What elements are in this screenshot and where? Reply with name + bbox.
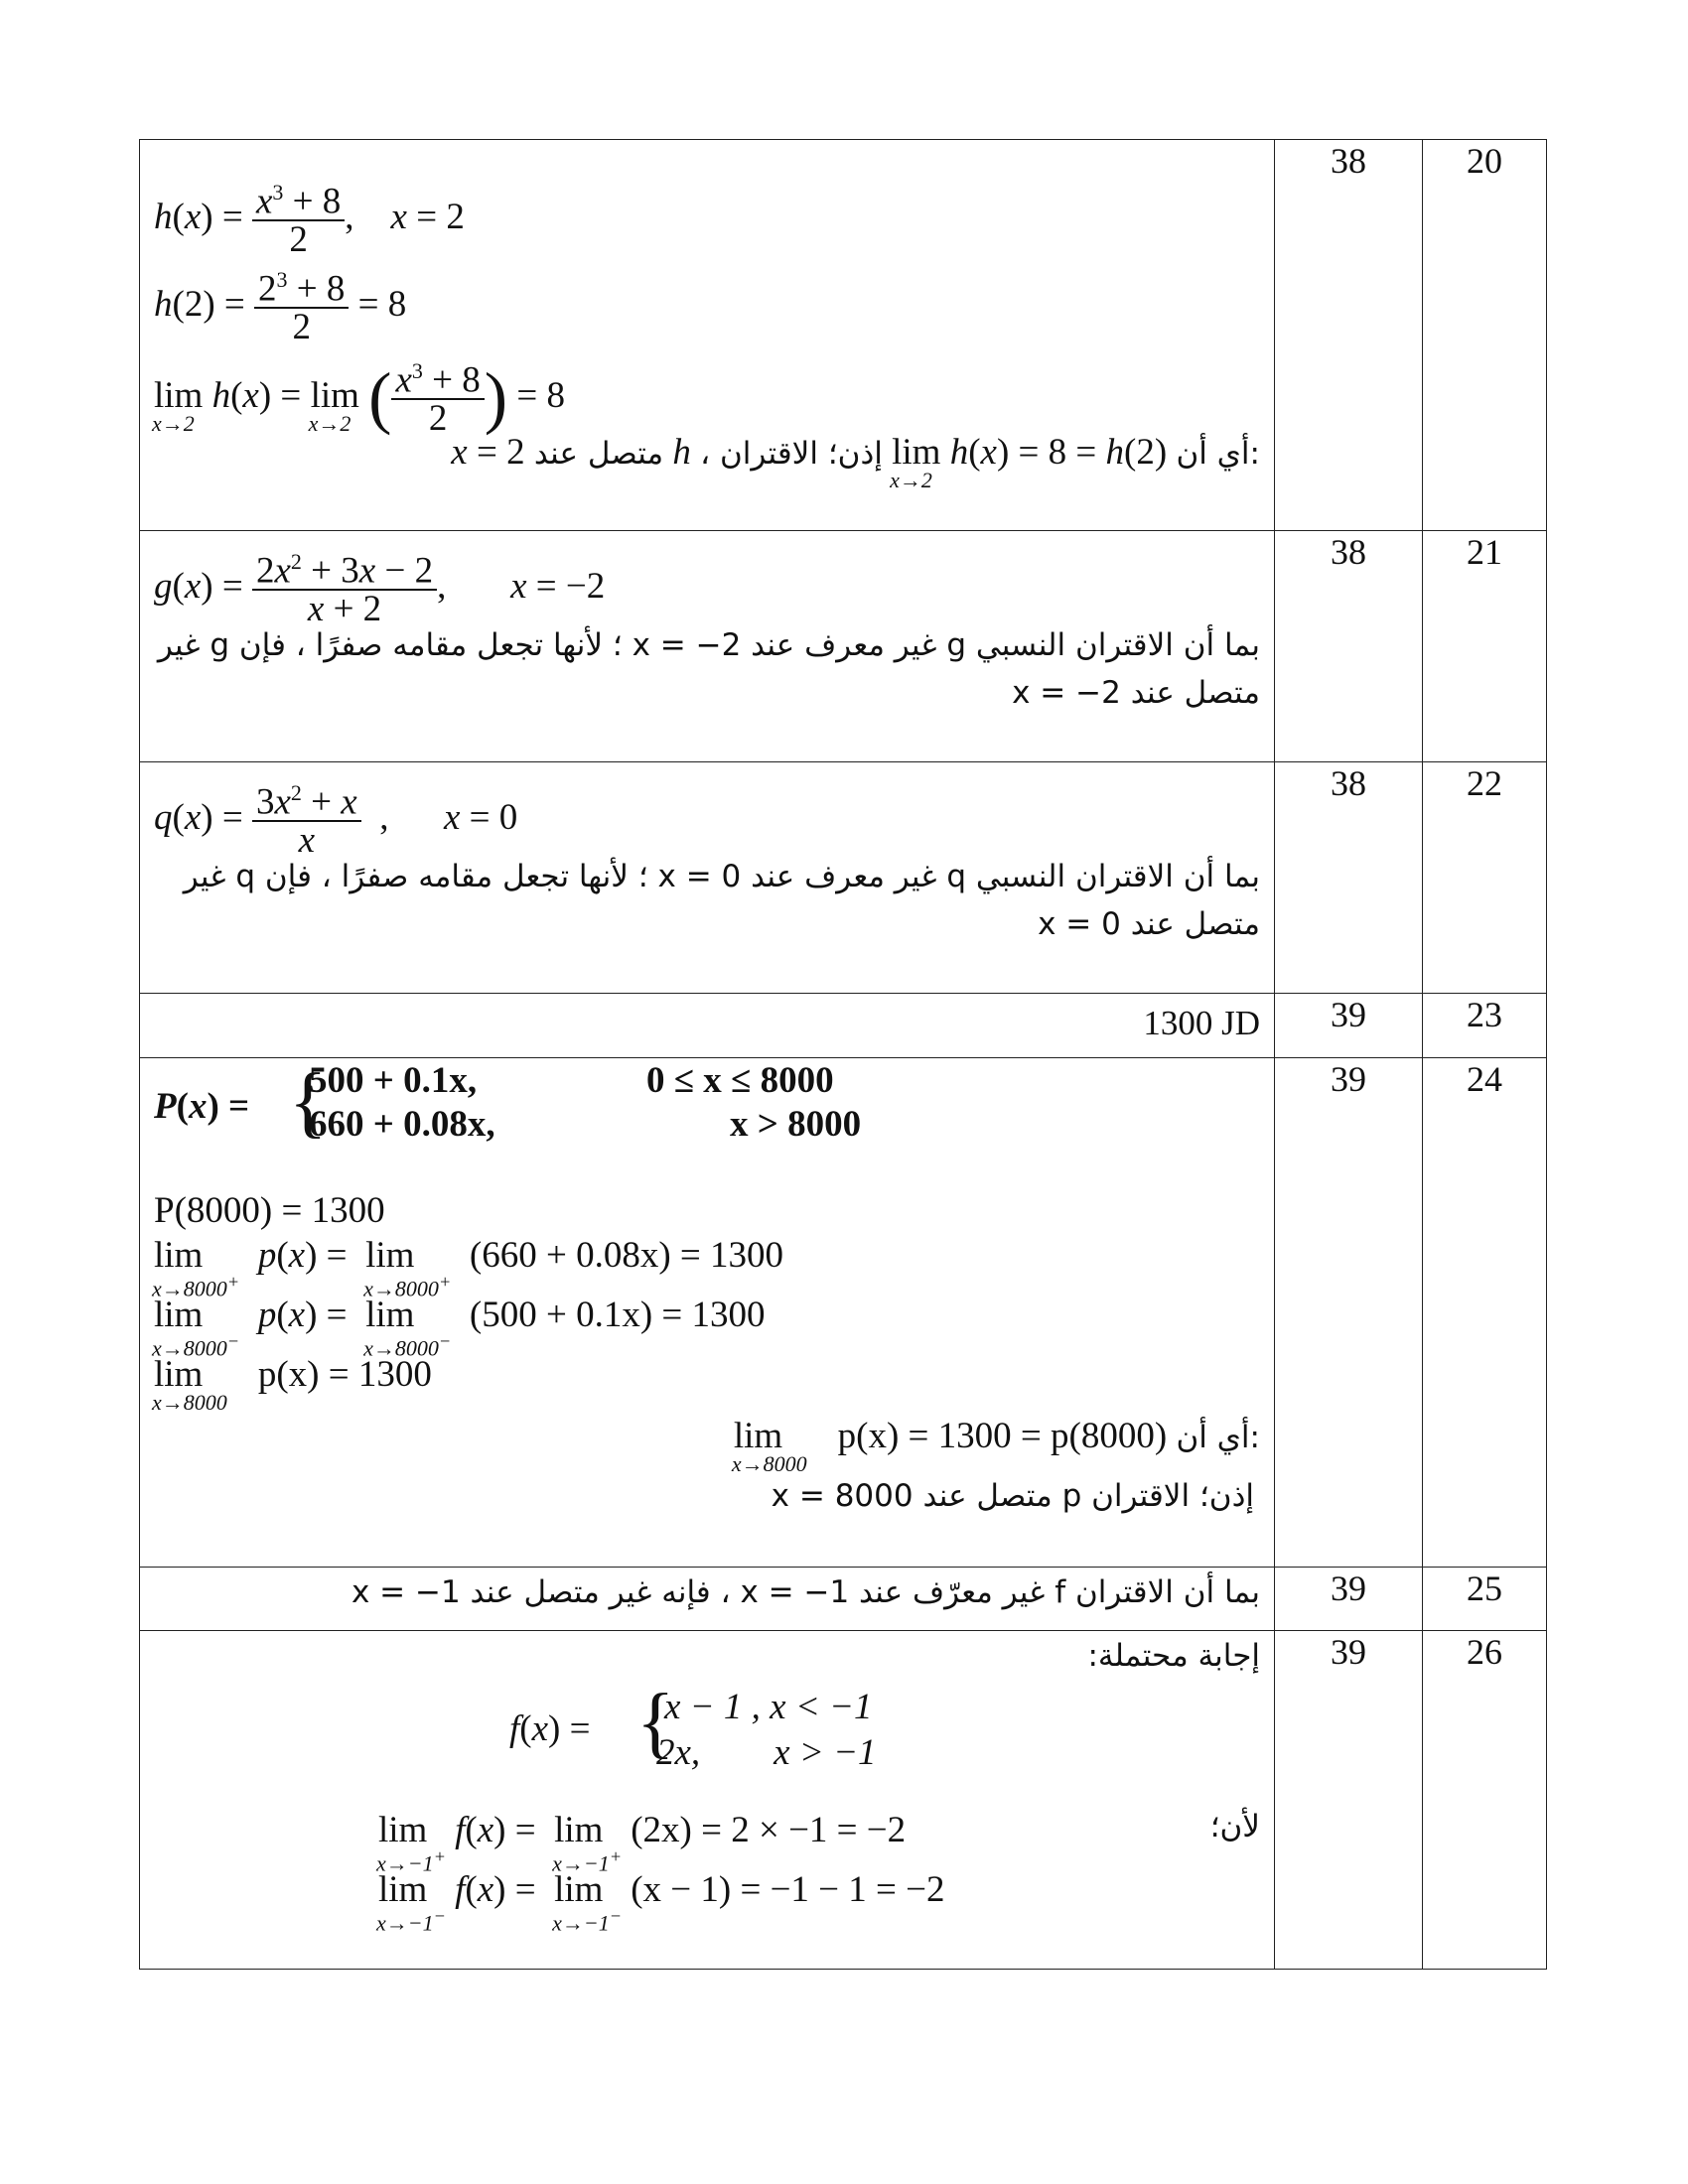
table-row — [140, 994, 1547, 1058]
text-22-line1: بما أن الاقتران النسبي q غير معرف عند x = 0 ؛ لأنها تجعل مقامه صفرًا ، فإن q غير — [183, 859, 1260, 894]
answer-cell-22 — [140, 762, 1275, 994]
piece-2: 660 + 0.08x, — [309, 1104, 495, 1145]
cond-2: x > 8000 — [730, 1104, 862, 1145]
formula-f-label: f(x) = — [509, 1708, 591, 1749]
formula-q-def: q(x) = $\frac{3x^2 + x}{x}$ , x = 0 — [154, 780, 518, 862]
formula-g-def: g(x) = $\frac{2x^2 + 3x - 2}{x + 2}$ , x = −2 — [154, 549, 606, 630]
conclusion-20: x = 2 متصل عند h ، إذن؛ الاقتران lim x→2 h(x) = 8 = h(2) أي أن: — [451, 432, 1260, 492]
conclusion-24-line1: lim x→8000 p(x) = 1300 = p(8000) أي أن: — [731, 1416, 1260, 1476]
answer-cell-26 — [140, 1631, 1275, 1970]
page-number: 38 — [1275, 762, 1423, 994]
cond-1: 0 ≤ x ≤ 8000 — [646, 1060, 834, 1101]
question-number: 25 — [1423, 1568, 1547, 1631]
answer-cell-20 — [140, 140, 1275, 531]
text-21-line2: متصل عند x = −2 — [1012, 675, 1260, 711]
page-number: 38 — [1275, 531, 1423, 762]
answer-cell-21 — [140, 531, 1275, 762]
answer-cell-24 — [140, 1058, 1275, 1568]
heading-26: إجابة محتملة: — [1087, 1638, 1260, 1674]
question-number: 26 — [1423, 1631, 1547, 1970]
formula-p-label: P(x) = — [154, 1086, 250, 1127]
table-row — [140, 1058, 1547, 1568]
limit-right-26: lim x→−1+ f(x) = lim x→−1+ (2x) = 2 × −1 = −2 — [376, 1810, 907, 1876]
table-row — [140, 140, 1547, 531]
formula-h-limit: lim x→2 h(x) = lim x→2 ( $\frac{x^3 + 8}{2}$ ) = 8 — [152, 358, 565, 440]
because-26: لأن؛ — [1209, 1809, 1260, 1844]
solutions-table — [139, 139, 1547, 1970]
page-number: 39 — [1275, 1058, 1423, 1568]
conclusion-24-line2: إذن؛ الاقتران p متصل عند x = 8000 — [771, 1478, 1254, 1514]
question-number: 20 — [1423, 140, 1547, 531]
formula-h-def: h(x) = $\frac{x^3 + 8}{2}$ , x = 2 — [154, 180, 465, 261]
piece-26-2: 2x, x > −1 — [656, 1732, 877, 1773]
formula-h-2: h(2) = $\frac{2^3 + 8}{2}$ = 8 — [154, 267, 407, 348]
text-25: بما أن الاقتران f غير معرّف عند x = −1 ، فإنه غير متصل عند x = −1 — [351, 1574, 1260, 1610]
answer-23: 1300 JD — [1143, 1004, 1260, 1042]
text-22-line2: متصل عند x = 0 — [1038, 906, 1260, 942]
piece-26-1: x − 1 , x < −1 — [664, 1687, 873, 1727]
page-number: 39 — [1275, 1568, 1423, 1631]
question-number: 21 — [1423, 531, 1547, 762]
table-row — [140, 1568, 1547, 1631]
limit-left-26: lim x→−1− f(x) = lim x→−1− (x − 1) = −1 − 1 = −2 — [376, 1869, 945, 1936]
brace: { — [289, 1058, 328, 1146]
page-number: 38 — [1275, 140, 1423, 531]
question-number: 24 — [1423, 1058, 1547, 1568]
limit-both-24: lim x→8000 p(x) = 1300 — [152, 1354, 432, 1415]
piece-1: 500 + 0.1x, — [309, 1060, 478, 1101]
table-row — [140, 531, 1547, 762]
page-number: 39 — [1275, 1631, 1423, 1970]
brace-26: { — [636, 1679, 675, 1766]
table-row — [140, 762, 1547, 994]
question-number: 23 — [1423, 994, 1547, 1058]
answer-cell-25 — [140, 1568, 1275, 1631]
page-number: 39 — [1275, 994, 1423, 1058]
table-row — [140, 1631, 1547, 1970]
text-21-line1: بما أن الاقتران النسبي g غير معرف عند x = −2 ؛ لأنها تجعل مقامه صفرًا ، فإن g غير — [157, 627, 1260, 663]
answer-cell-23 — [140, 994, 1275, 1058]
question-number: 22 — [1423, 762, 1547, 994]
limit-left-24: lim x→8000− p(x) = lim x→8000− (500 + 0.1x) = 1300 — [152, 1295, 766, 1361]
line-p8000: P(8000) = 1300 — [154, 1190, 385, 1231]
limit-right-24: lim x→8000+ p(x) = lim x→8000+ (660 + 0.08x) = 1300 — [152, 1235, 784, 1301]
